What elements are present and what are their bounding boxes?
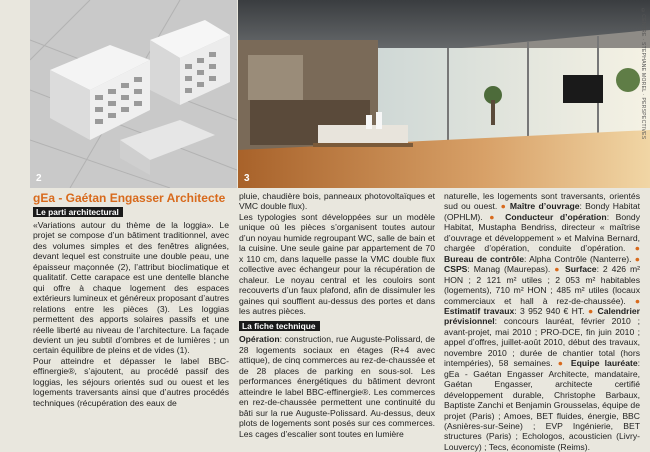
item-label: CSPS (444, 264, 468, 275)
item-text: : Bondy Habitat, Mustapha Bendriss, directeur « maîtrise d’ouvrage et développement » et Malvina Bernard, chargée d’opération, conduite d’opération. (444, 211, 640, 254)
item-text: : Bondy Habitat (OPHLM). (444, 201, 640, 222)
item-label: Equipe lauréate (570, 358, 638, 369)
bullet-icon: ● (557, 358, 566, 369)
item-label: Maître d’ouvrage (509, 201, 580, 212)
bullet-icon: ● (489, 211, 499, 222)
bullet-icon: ● (500, 201, 507, 212)
item-text: : concours lauréat, février 2010 ; avant-projet, mai 2010 ; PRO-DCE, fin juin 2010 ; appel d’offres, juillet-août 2010, début des travaux, novembre 2010 ; durée de chantier total (hors intempéries), 58 semaines. (444, 316, 640, 369)
bullet-icon: ● (587, 305, 595, 316)
column-1-body: «Variations autour du thème de la loggia». Le projet se compose d’un bâtiment traditionnel, avec des volumes simples et des fenêtres alignées, devant lequel est construite une double peau, une épaisseur maçonnée (2), l’attribut bioclimatique et qualitatif. Cette carapace est une dentelle blanche qui offre à chaque logement des espaces extérieurs lumineux et généreux proposant d’autres relations entre les pièces (3). Les loggias permettent des apports solaires passifs et une réelle liberté au niveau de l’architecture. La façade devient un jeu subtil d’ombres et de lumières ; un certain équilibre de pleins et de vides (1). Pour atteindre et dépasser le label BBC-effinergie®, s’ajoutent, au procédé passif des loggias, les séjours orientés sud ou ouest et les logements traversants ainsi que d’autres procédés techniques (récupération des eaux de (33, 220, 229, 408)
operation-text: : construction, rue Auguste-Polissard, de 28 logements sociaux en étages (R+4 avec attique), de cinq commerces au rez-de-chaussée et de 28 places de parking en sous-sol. Les performances énergétiques du bâtiment devront atteindre le label BBC-effinergie®. Les commerces en rez-de-chaussée permettent une continuité du bâti sur la rue Auguste-Polissard. Au-dessus, deux plots de logements sont posés sur ces commerces. Les cages d’escalier sont toutes en lumière (239, 334, 435, 439)
item-text: : 2 426 m² HON ; 2 121 m² utiles ; 2 053 m² habitables (logements), 710 m² HON ; 485 m² utiles (locaux commerciaux et hall à rez-de-chaussée). (444, 264, 640, 306)
item-label: Estimatif travaux (444, 305, 515, 316)
article-column-3 (444, 191, 640, 452)
bullet-icon: ● (554, 264, 562, 275)
item-label: Calendrier prévisionnel (444, 305, 641, 327)
article-column-1 (33, 191, 229, 408)
item-label: Conducteur d’opération (505, 211, 607, 222)
item-text: : Manag (Maurepas). (467, 264, 551, 275)
figure-number-3: 3 (244, 173, 250, 184)
item-text: : Alpha Contrôle (Nanterre). (523, 253, 632, 264)
column-2-body: pluie, chaudière bois, panneaux photovoltaïques et VMC double flux). Les typologies sont développées sur un modèle unique où les pièces s’organisent toutes autour d’un noyau humide regroupant WC, salle de bain et la cuisine. Une seule gaine par appartement de 70 x 110 cm, dans laquelle passe la VMC double flux collective avec échangeur pour la récupération de chaleur. Le noyau central et les couloirs sont recouverts d’un faux plafond, afin de dissimuler les gaines qui soufflent au-dessus des portes et dans les autres pièces. (239, 191, 435, 316)
figure-3-interior-render (238, 0, 650, 188)
fiche-technique-text (239, 334, 435, 439)
article-title: gEa - Gaétan Engasser Architecte (33, 191, 226, 205)
section-heading-parti: Le parti architectural (33, 207, 123, 217)
bullet-icon: ● (634, 253, 640, 264)
section-heading-fiche: La fiche technique (239, 321, 320, 331)
item-label: Bureau de contrôle (444, 253, 524, 264)
figure-2-model-render (30, 0, 237, 188)
item-text: : 3 952 940 € HT. (514, 305, 585, 316)
photo-credit: ©CENTRE · STEPHANE MOREL · PERSPECTIVES (640, 8, 646, 140)
bullet-icon: ● (634, 295, 641, 306)
item-label: Surface (565, 264, 597, 275)
column-3-body (444, 191, 640, 452)
article-column-2 (239, 191, 435, 439)
column-3-intro: naturelle, les logements sont traversants, orientés sud ou ouest. (444, 191, 640, 212)
bullet-icon: ● (634, 243, 640, 254)
item-text: : gEa - Gaétan Engasser Architecte, mandataire, Gaétan Engasser, architecte certifié développement durable, Christophe Barbaux, Baptiste Zanchi et Benjamin Grousselas, équipe de projet (Paris) ; Amoes, BET fluides, énergie, BBC (Asnières-sur-Seine) ; EVP Ingénierie, BET structures (Paris) ; Echologos, acousticien (Livry-Louvercy) ; Tecs, économiste (Reims). (444, 358, 641, 452)
figure-number-2: 2 (36, 173, 42, 184)
operation-label: Opération (239, 334, 280, 345)
